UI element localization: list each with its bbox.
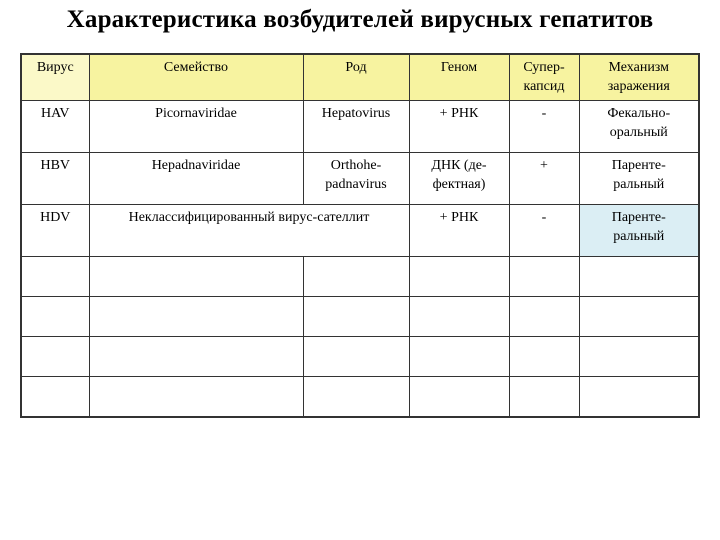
cell-genome: + РНК [409, 205, 509, 257]
table-row [21, 297, 699, 337]
cell-supercapsid: - [509, 205, 579, 257]
header-genus: Род [303, 54, 409, 101]
cell-mechanism: Фекально- оральный [579, 101, 699, 153]
header-mechanism: Механизм заражения [579, 54, 699, 101]
cell-family: Hepadnaviridae [89, 153, 303, 205]
header-supercapsid: Супер- капсид [509, 54, 579, 101]
table-row [21, 377, 699, 418]
cell-genus: Hepatovirus [303, 101, 409, 153]
header-family: Семейство [89, 54, 303, 101]
header-genome: Геном [409, 54, 509, 101]
cell-genome: ДНК (де- фектная) [409, 153, 509, 205]
cell-mechanism: Паренте- ральный [579, 153, 699, 205]
cell-family-genus: Неклассифицированный вирус-сателлит [89, 205, 409, 257]
cell-mechanism: Паренте- ральный [579, 205, 699, 257]
cell-virus: HDV [21, 205, 89, 257]
table-row [21, 153, 699, 205]
table-header-row [21, 54, 699, 101]
cell-virus: HAV [21, 101, 89, 153]
table-row [21, 205, 699, 257]
table-row [21, 101, 699, 153]
cell-virus: HBV [21, 153, 89, 205]
table-row [21, 337, 699, 377]
table-row [21, 257, 699, 297]
cell-genome: + РНК [409, 101, 509, 153]
cell-supercapsid: - [509, 101, 579, 153]
cell-family: Picornaviridae [89, 101, 303, 153]
cell-genus: Orthohe- padnavirus [303, 153, 409, 205]
cell-supercapsid: + [509, 153, 579, 205]
page-title: Характеристика возбудителей вирусных гепатитов [66, 6, 654, 33]
hepatitis-table [20, 53, 700, 418]
header-virus: Вирус [21, 54, 89, 101]
